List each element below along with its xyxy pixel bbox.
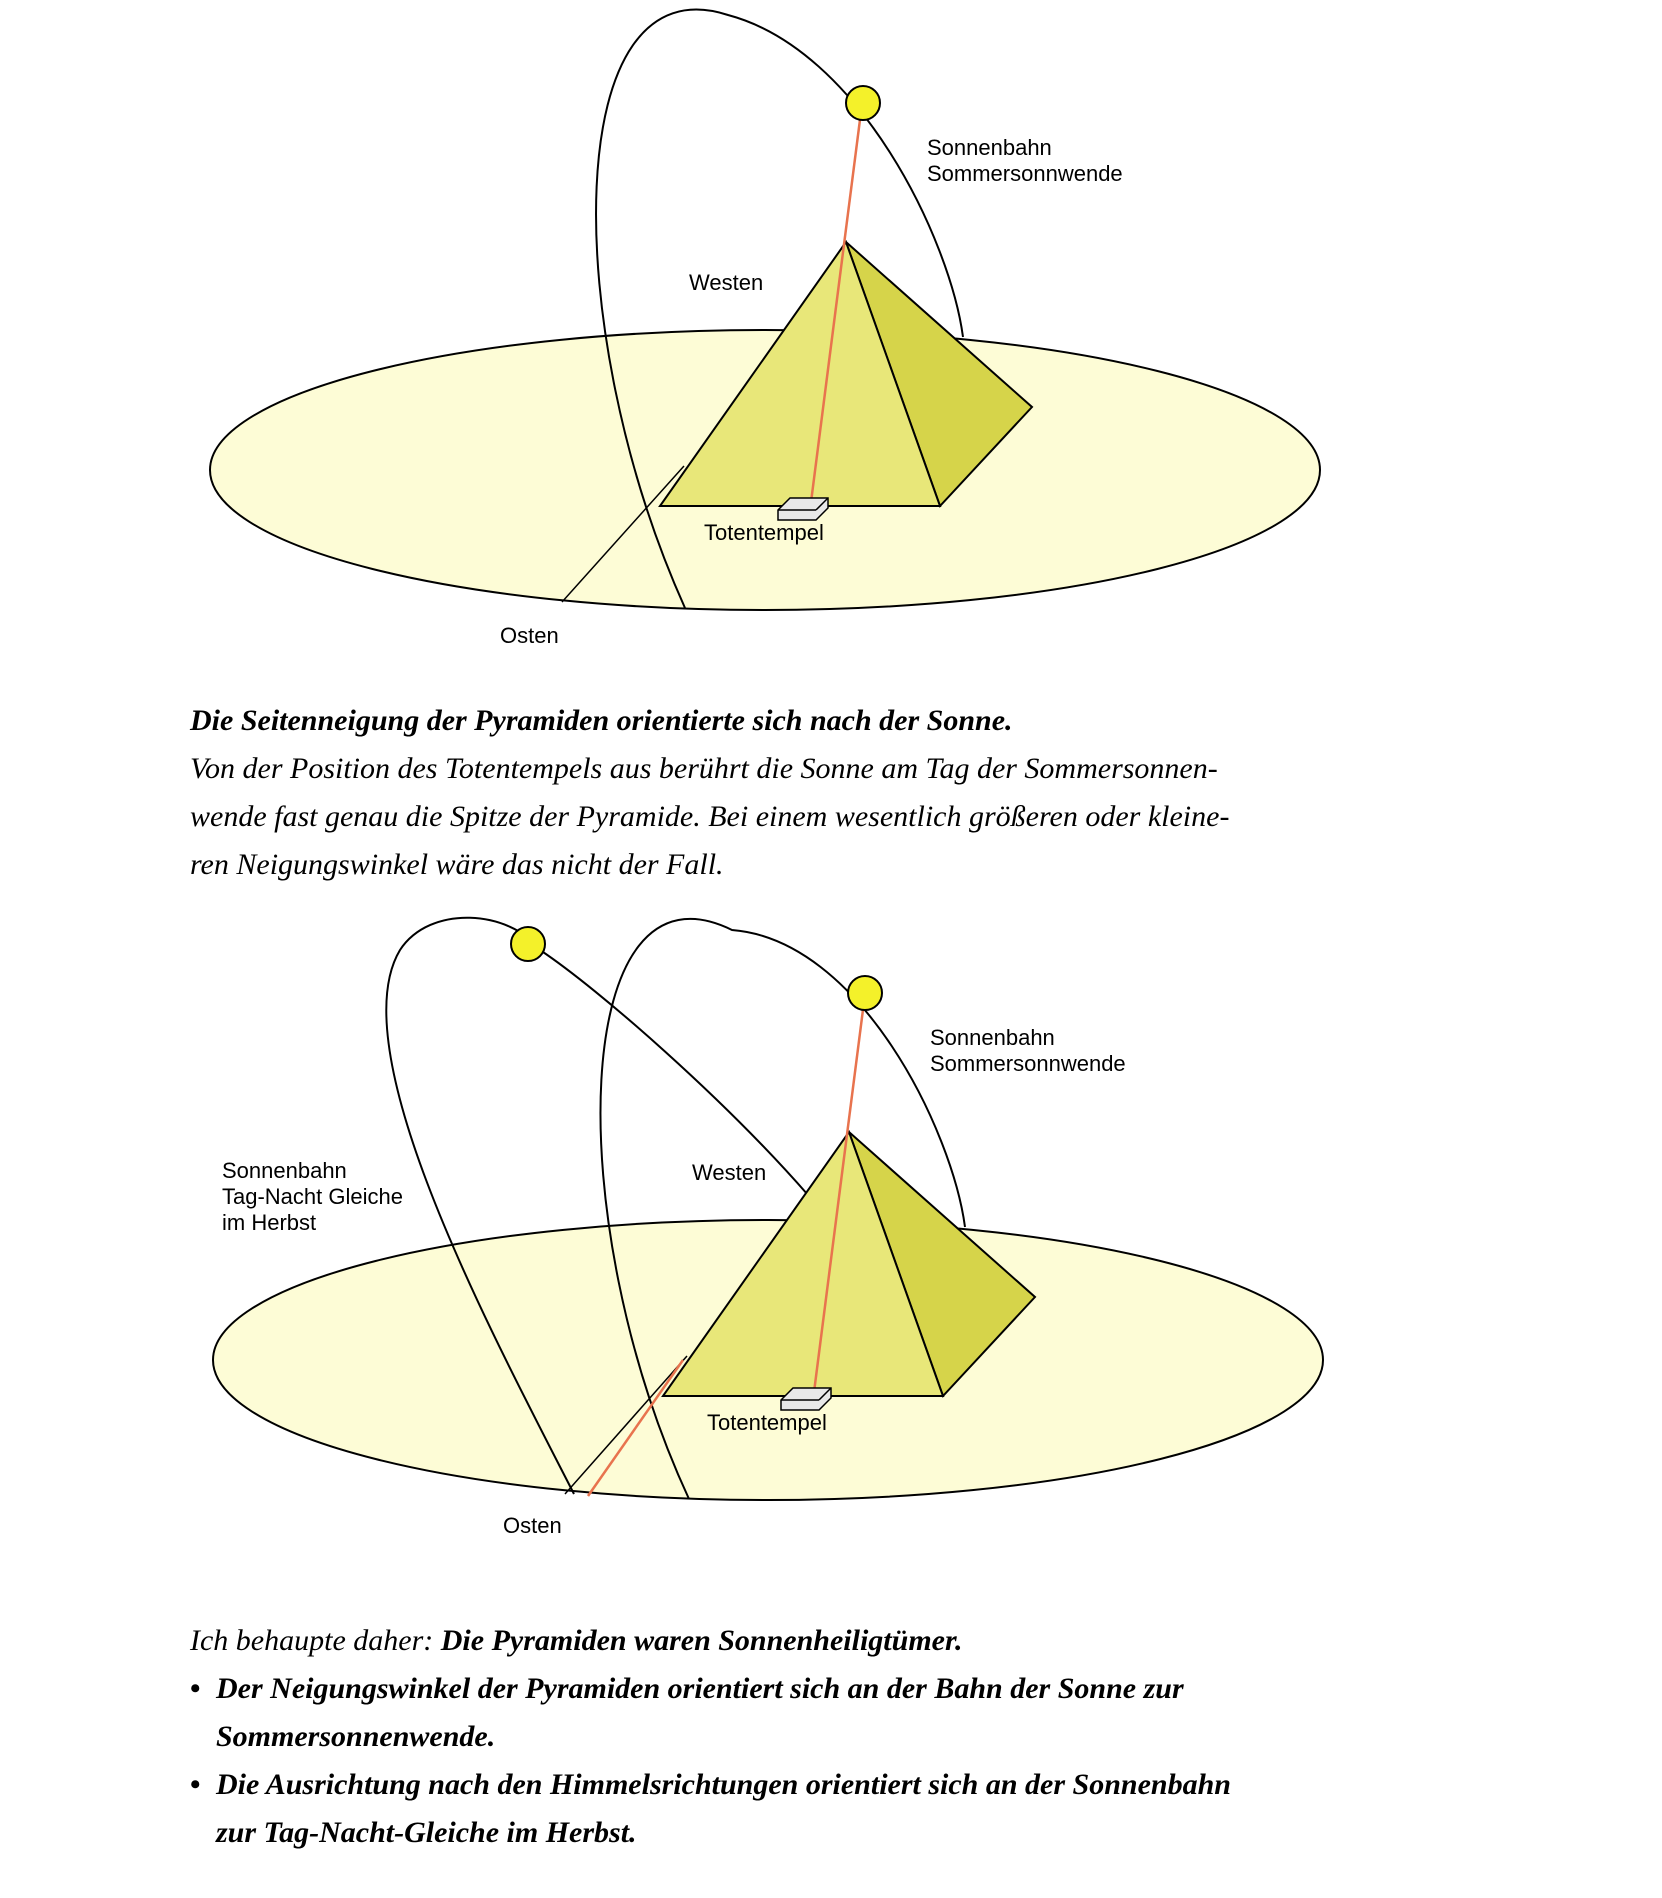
sun-icon-solstice xyxy=(848,976,882,1010)
conclusion-line xyxy=(190,1617,1342,1665)
bullet-2-line-2: zur Tag-Nacht-Gleiche im Herbst. xyxy=(216,1816,637,1849)
label-east: Osten xyxy=(500,623,559,648)
conclusion-bullets xyxy=(190,1665,1342,1857)
bullet-item xyxy=(190,1761,1342,1857)
label-sun-path: Sonnenbahn xyxy=(930,1025,1055,1050)
bullet-2-line-1: Die Ausrichtung nach den Himmelsrichtungen orientiert sich an der Sonnenbahn xyxy=(216,1768,1231,1801)
label-east: Osten xyxy=(503,1513,562,1538)
label-temple: Totentempel xyxy=(704,520,824,545)
caption-1-line-3: ren Neigungswinkel wäre das nicht der Fall. xyxy=(190,848,724,881)
conclusion-statement xyxy=(190,1617,1342,1665)
label-summer-solstice: Sommersonnwende xyxy=(927,161,1123,186)
bullet-dot-icon: • xyxy=(190,1672,201,1705)
bullet-item xyxy=(190,1665,1342,1761)
figure-summer-solstice xyxy=(0,0,1662,660)
label-summer-solstice: Sommersonnwende xyxy=(930,1051,1126,1076)
sun-icon-equinox xyxy=(511,927,545,961)
label-west: Westen xyxy=(692,1160,767,1185)
caption-1-heading: Die Seitenneigung der Pyramiden orientierte sich nach der Sonne. xyxy=(190,704,1013,737)
label-temple: Totentempel xyxy=(707,1410,827,1435)
label-west: Westen xyxy=(689,270,764,295)
caption-1-line-1: Von der Position des Totentempels aus berührt die Sonne am Tag der Sommersonnen- xyxy=(190,752,1218,785)
bullet-1-line-2: Sommersonnenwende. xyxy=(216,1720,496,1753)
figure-solstice-equinox-diagram xyxy=(0,890,1662,1550)
figure-solstice-equinox xyxy=(0,890,1662,1550)
label-equinox-3: im Herbst xyxy=(222,1210,317,1235)
caption-1-line-2: wende fast genau die Spitze der Pyramide. Bei einem wesentlich größeren oder kleine- xyxy=(190,800,1230,833)
conclusion-intro: Ich behaupte daher: xyxy=(190,1624,441,1657)
label-sun-path: Sonnenbahn xyxy=(927,135,1052,160)
conclusion-claim: Die Pyramiden waren Sonnenheiligtümer. xyxy=(440,1624,963,1657)
caption-1 xyxy=(190,697,1342,889)
label-equinox-1: Sonnenbahn xyxy=(222,1158,347,1183)
label-equinox-2: Tag-Nacht Gleiche xyxy=(222,1184,403,1209)
sun-icon xyxy=(846,86,880,120)
figure-summer-solstice-diagram xyxy=(0,0,1662,660)
bullet-dot-icon: • xyxy=(190,1768,201,1801)
bullet-1-line-1: Der Neigungswinkel der Pyramiden orientiert sich an der Bahn der Sonne zur xyxy=(216,1672,1184,1705)
